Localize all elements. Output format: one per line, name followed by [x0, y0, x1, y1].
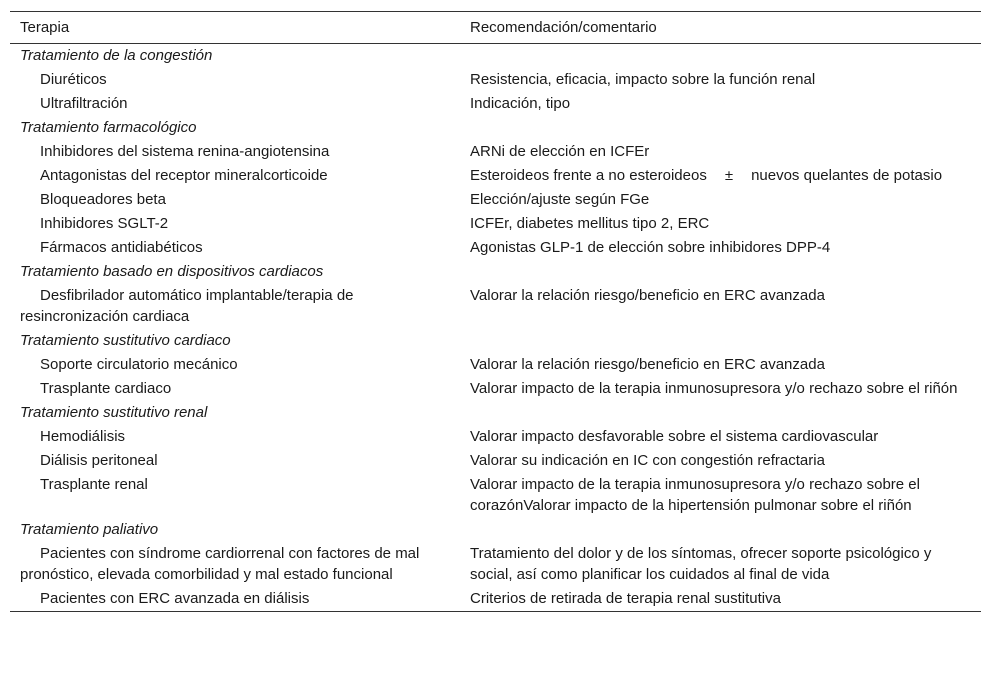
category-row	[10, 329, 981, 353]
table-row	[10, 473, 981, 518]
therapy-cell: Inhibidores del sistema renina-angiotensina	[40, 143, 330, 160]
category-row	[10, 260, 981, 284]
comment-part-b: nuevos quelantes de potasio	[751, 167, 943, 184]
therapy-cell: Desfibrilador automático implantable/terapia de resincronización cardiaca	[20, 287, 354, 325]
therapy-cell: Diuréticos	[40, 71, 107, 88]
comment-cell: Elección/ajuste según FGe	[470, 191, 650, 208]
header-therapy: Terapia	[20, 19, 70, 36]
category-label: Tratamiento sustitutivo renal	[20, 404, 208, 421]
table-row	[10, 92, 981, 116]
table-header	[10, 12, 981, 44]
plus-minus-symbol: ±	[724, 167, 734, 184]
comment-cell: Valorar impacto de la terapia inmunosupresora y/o rechazo sobre el corazónValorar impacto de la hipertensión pulmonar sobre el riñón	[470, 476, 920, 514]
category-row	[10, 518, 981, 542]
comment-cell: Valorar impacto desfavorable sobre el sistema cardiovascular	[470, 428, 879, 445]
comment-cell: Indicación, tipo	[470, 95, 571, 112]
category-row	[10, 44, 981, 68]
therapy-cell: Pacientes con síndrome cardiorrenal con factores de mal pronóstico, elevada comorbilidad y mal estado funcional	[20, 545, 420, 583]
category-row	[10, 401, 981, 425]
therapy-cell: Ultrafiltración	[40, 95, 128, 112]
therapy-cell: Diálisis peritoneal	[40, 452, 158, 469]
table-row	[10, 425, 981, 449]
table-row	[10, 377, 981, 401]
comment-cell	[461, 519, 981, 540]
comment-cell	[461, 45, 981, 66]
category-label: Tratamiento paliativo	[20, 521, 159, 538]
comment-cell: ICFEr, diabetes mellitus tipo 2, ERC	[470, 215, 710, 232]
comment-cell	[461, 117, 981, 138]
comment-cell: ARNi de elección en ICFEr	[470, 143, 650, 160]
comment-cell: Criterios de retirada de terapia renal sustitutiva	[470, 590, 781, 607]
comment-cell: Valorar la relación riesgo/beneficio en ERC avanzada	[470, 356, 825, 373]
comment-cell: Resistencia, eficacia, impacto sobre la función renal	[470, 71, 816, 88]
table-row	[10, 68, 981, 92]
therapy-cell: Antagonistas del receptor mineralcorticoide	[40, 167, 328, 184]
table-row	[10, 284, 981, 329]
therapy-cell: Bloqueadores beta	[40, 191, 166, 208]
table-row	[10, 188, 981, 212]
table-row	[10, 236, 981, 260]
comment-cell: Valorar impacto de la terapia inmunosupresora y/o rechazo sobre el riñón	[470, 380, 958, 397]
comment-cell	[461, 402, 981, 423]
comment-cell: Agonistas GLP-1 de elección sobre inhibidores DPP-4	[470, 239, 831, 256]
comment-cell: Valorar su indicación en IC con congestión refractaria	[470, 452, 825, 469]
header-recommendation: Recomendación/comentario	[470, 19, 657, 36]
table-row	[10, 587, 981, 611]
comment-cell	[461, 165, 981, 186]
table-row	[10, 353, 981, 377]
table-row	[10, 212, 981, 236]
therapy-table	[10, 11, 981, 612]
therapy-cell: Inhibidores SGLT-2	[40, 215, 169, 232]
therapy-cell: Pacientes con ERC avanzada en diálisis	[40, 590, 310, 607]
table-row	[10, 140, 981, 164]
comment-cell	[461, 330, 981, 351]
therapy-cell: Trasplante renal	[40, 476, 148, 493]
table-row	[10, 164, 981, 188]
table-row	[10, 542, 981, 587]
category-label: Tratamiento basado en dispositivos cardiacos	[20, 263, 324, 280]
therapy-cell: Fármacos antidiabéticos	[40, 239, 203, 256]
category-label: Tratamiento sustitutivo cardiaco	[20, 332, 231, 349]
category-label: Tratamiento farmacológico	[20, 119, 197, 136]
comment-part-a: Esteroideos frente a no esteroideos	[470, 167, 707, 184]
comment-cell	[461, 261, 981, 282]
therapy-cell: Trasplante cardiaco	[40, 380, 172, 397]
therapy-cell: Soporte circulatorio mecánico	[40, 356, 238, 373]
category-label: Tratamiento de la congestión	[20, 47, 213, 64]
table-row	[10, 449, 981, 473]
therapy-cell: Hemodiálisis	[40, 428, 126, 445]
comment-cell: Valorar la relación riesgo/beneficio en ERC avanzada	[470, 287, 825, 304]
category-row	[10, 116, 981, 140]
comment-cell: Tratamiento del dolor y de los síntomas, ofrecer soporte psicológico y social, así como planificar los cuidados al final de vida	[470, 545, 932, 583]
